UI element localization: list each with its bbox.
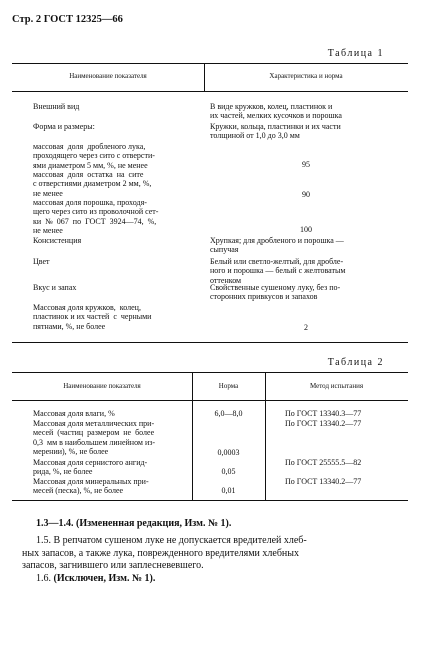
table1-header-border <box>12 91 408 92</box>
table2-row-method: По ГОСТ 13340.2—77 <box>285 419 362 428</box>
clause-number: 1.6. <box>36 573 51 584</box>
table2-column-divider <box>192 372 193 500</box>
table1-row-name: массовая доля остатка на сите с отверстиями диаметром 2 мм, %, не менее <box>33 170 152 198</box>
table1-row-value: 100 <box>300 225 312 234</box>
table1-row-value: Хрупкая; для дробленого и порошка — сыпучая <box>210 236 344 255</box>
table2-row-name: Массовая доля влаги, % <box>33 409 115 418</box>
exclusion-note: (Исключен, Изм. № 1). <box>53 573 156 584</box>
table2-row-name: Массовая доля минеральных при- месей (песка), %, не более <box>33 477 149 496</box>
table1-row-name: Вкус и запах <box>33 283 77 292</box>
table2-row-name: Массовая доля сернистого ангид- рида, %, не более <box>33 458 148 477</box>
table1-row-value: 2 <box>304 323 308 332</box>
table2-top-border <box>12 372 408 373</box>
table1-row-name: массовая доля порошка, проходя- щего через сито из проволочной сет- ки № 067 по ГОСТ 3924—74, %, не менее <box>33 198 159 236</box>
table2-row-norm: 0,0003 <box>217 448 240 457</box>
table2-header-border <box>12 400 408 401</box>
table1-row-name: Внешний вид <box>33 102 80 111</box>
table2-row-norm: 0,01 <box>221 486 236 495</box>
paragraph-1-6 <box>36 573 155 586</box>
clause-number: 1.3—1.4. <box>36 518 74 529</box>
table2-row-method: По ГОСТ 25555.5—82 <box>285 458 362 467</box>
table1-row-value: Кружки, кольца, пластинки и их части толщиной от 1,0 до 3,0 мм <box>210 122 341 141</box>
table1-row-value: 90 <box>302 190 310 199</box>
table2-row-method: По ГОСТ 13340.2—77 <box>285 477 362 486</box>
table1-row-value: Свойственные сушеному луку, без по- сторонних привкусов и запахов <box>210 283 341 302</box>
table2-row-method: По ГОСТ 13340.3—77 <box>285 409 362 418</box>
table1-row-name: Консистенция <box>33 236 82 245</box>
table1-caption: Таблица 1 <box>327 48 384 59</box>
table1-row-name: Массовая доля кружков, колец, пластинок и их частей с черными пятнами, %, не более <box>33 303 152 331</box>
table2-row-norm: 6,0—8,0 <box>214 409 243 418</box>
table2-column-divider <box>265 372 266 500</box>
table1-bottom-border <box>12 342 408 343</box>
table2-header-name: Наименование показателя <box>63 382 141 390</box>
table1-row-name: Форма и размеры: <box>33 122 95 131</box>
table1-header-value: Характеристика и норма <box>269 72 343 80</box>
table2-row-name: Массовая доля металлических при- месей (частиц размером не более 0,3 мм в наибольшем линейном из- мерении), %, не более <box>33 419 156 457</box>
table1-row-value: Белый или светло-желтый, для дробле- ного и порошка — белый с желтоватым оттенком <box>210 257 346 285</box>
paragraph-1-3-1-4 <box>36 518 231 531</box>
paragraph-1-5: 1.5. В репчатом сушеном луке не допускается вредителей хлеб- ных запасов, а также лука, поврежденного вредителями хлебных запасов, загнившего или заплесневевшего. <box>22 535 307 571</box>
table2-header-norm: Норма <box>218 382 239 390</box>
table1-row-value: 95 <box>302 160 310 169</box>
table2-row-norm: 0,05 <box>221 467 236 476</box>
amendment-note: (Измененная редакция, Изм. № 1). <box>76 518 232 529</box>
page-header: Стр. 2 ГОСТ 12325—66 <box>12 14 123 25</box>
table1-header-name: Наименование показателя <box>69 72 147 80</box>
table2-caption: Таблица 2 <box>327 357 384 368</box>
table1-row-name: массовая доля дробленого лука, проходящего через сито с отверсти- ями диаметром 5 мм, %, не менее <box>33 142 155 170</box>
table2-header-method: Метод испытания <box>309 382 364 390</box>
table1-row-value: В виде кружков, колец, пластинок и их частей, мелких кусочков и порошка <box>210 102 342 121</box>
table2-bottom-border <box>12 500 408 501</box>
table1-row-name: Цвет <box>33 257 50 266</box>
table1-top-border <box>12 63 408 64</box>
